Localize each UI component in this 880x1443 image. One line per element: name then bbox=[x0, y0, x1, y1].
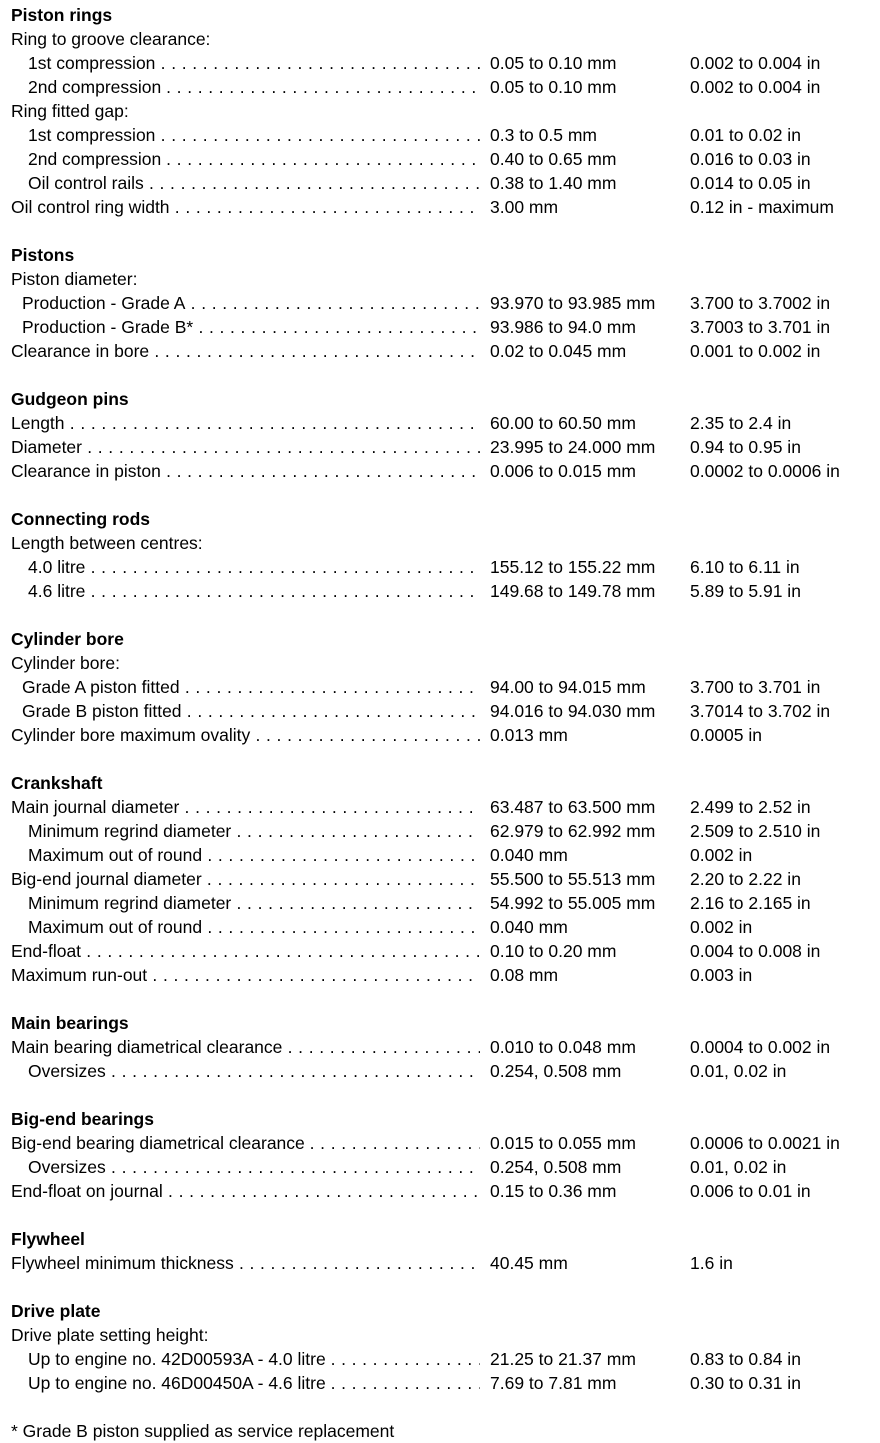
spec-metric-value: 0.38 to 1.40 mm bbox=[490, 173, 617, 193]
spec-imperial-value: 0.002 to 0.004 in bbox=[690, 77, 821, 97]
spec-label: Cylinder bore maximum ovality . . . bbox=[11, 723, 480, 747]
section-spacer bbox=[11, 747, 877, 771]
section-spacer bbox=[11, 603, 877, 627]
spec-metric-value: 0.006 to 0.015 mm bbox=[490, 461, 636, 481]
spec-label: Production - Grade A . . . bbox=[11, 291, 480, 315]
spec-metric-value: 93.986 to 94.0 mm bbox=[490, 317, 636, 337]
section-spacer bbox=[11, 483, 877, 507]
section-heading: Pistons bbox=[11, 245, 75, 265]
spec-imperial-value: 2.499 to 2.52 in bbox=[690, 797, 811, 817]
spec-row bbox=[11, 195, 877, 219]
spec-imperial-value: 2.20 to 2.22 in bbox=[690, 869, 801, 889]
spec-metric-value: 21.25 to 21.37 mm bbox=[490, 1349, 636, 1369]
spec-imperial-value: 2.35 to 2.4 in bbox=[690, 413, 792, 433]
spec-label: 4.0 litre . . . bbox=[11, 555, 480, 579]
spec-metric-value: 0.040 mm bbox=[490, 917, 568, 937]
spec-metric-value: 149.68 to 149.78 mm bbox=[490, 581, 656, 601]
spec-metric-value: 7.69 to 7.81 mm bbox=[490, 1373, 617, 1393]
spec-label: Diameter . . . bbox=[11, 435, 480, 459]
section-heading: Main bearings bbox=[11, 1013, 129, 1033]
spec-label: Up to engine no. 46D00450A - 4.6 litre . . . bbox=[11, 1371, 480, 1395]
spec-metric-value: 0.08 mm bbox=[490, 965, 559, 985]
spec-row bbox=[11, 1371, 877, 1395]
spec-row bbox=[11, 963, 877, 987]
spec-metric-value: 0.3 to 0.5 mm bbox=[490, 125, 597, 145]
spec-metric-value: 62.979 to 62.992 mm bbox=[490, 821, 656, 841]
spec-group-label: Piston diameter: bbox=[11, 269, 138, 289]
spec-label: Oil control ring width . . . bbox=[11, 195, 480, 219]
spec-metric-value: 0.254, 0.508 mm bbox=[490, 1061, 622, 1081]
spec-label: 2nd compression . . . bbox=[11, 147, 480, 171]
spec-label: Main journal diameter . . . bbox=[11, 795, 480, 819]
spec-metric-value: 0.254, 0.508 mm bbox=[490, 1157, 622, 1177]
spec-imperial-value: 0.001 to 0.002 in bbox=[690, 341, 821, 361]
spec-group-label: Ring to groove clearance: bbox=[11, 29, 211, 49]
spec-label: Maximum out of round . . . bbox=[11, 843, 480, 867]
spec-imperial-value: 0.002 in bbox=[690, 917, 753, 937]
spec-metric-value: 0.40 to 0.65 mm bbox=[490, 149, 617, 169]
spec-row bbox=[11, 555, 877, 579]
spec-imperial-value: 0.002 to 0.004 in bbox=[690, 53, 821, 73]
spec-row bbox=[11, 147, 877, 171]
spec-label: Minimum regrind diameter . . . bbox=[11, 819, 480, 843]
spec-label: Minimum regrind diameter . . . bbox=[11, 891, 480, 915]
section-heading: Piston rings bbox=[11, 5, 113, 25]
spec-group-label: Drive plate setting height: bbox=[11, 1325, 209, 1345]
section-spacer bbox=[11, 1275, 877, 1299]
section-heading: Gudgeon pins bbox=[11, 389, 129, 409]
spec-label: End-float on journal . . . bbox=[11, 1179, 480, 1203]
spec-row bbox=[11, 795, 877, 819]
section-spacer bbox=[11, 987, 877, 1011]
spec-metric-value: 54.992 to 55.005 mm bbox=[490, 893, 656, 913]
spec-label: Grade A piston fitted . . . bbox=[11, 675, 480, 699]
spec-group-label: Cylinder bore: bbox=[11, 653, 120, 673]
spec-label: Oversizes . . . bbox=[11, 1059, 480, 1083]
spec-imperial-value: 0.0002 to 0.0006 in bbox=[690, 461, 840, 481]
spec-metric-value: 55.500 to 55.513 mm bbox=[490, 869, 656, 889]
spec-label: 2nd compression . . . bbox=[11, 75, 480, 99]
spec-metric-value: 23.995 to 24.000 mm bbox=[490, 437, 656, 457]
spec-label: 4.6 litre . . . bbox=[11, 579, 480, 603]
spec-row bbox=[11, 123, 877, 147]
spec-row bbox=[11, 75, 877, 99]
section-spacer bbox=[11, 1203, 877, 1227]
spec-row bbox=[11, 1251, 877, 1275]
spec-label: Flywheel minimum thickness . . . bbox=[11, 1251, 480, 1275]
section-spacer bbox=[11, 219, 877, 243]
spec-imperial-value: 0.01, 0.02 in bbox=[690, 1061, 787, 1081]
spec-metric-value: 0.15 to 0.36 mm bbox=[490, 1181, 617, 1201]
spec-imperial-value: 0.01 to 0.02 in bbox=[690, 125, 801, 145]
spec-row bbox=[11, 339, 877, 363]
footnote: * Grade B piston supplied as service replacement bbox=[11, 1421, 395, 1441]
spec-metric-value: 94.00 to 94.015 mm bbox=[490, 677, 646, 697]
spec-imperial-value: 1.6 in bbox=[690, 1253, 733, 1273]
spec-row bbox=[11, 939, 877, 963]
spec-row bbox=[11, 459, 877, 483]
spec-row bbox=[11, 699, 877, 723]
spec-row bbox=[11, 891, 877, 915]
spec-metric-value: 0.05 to 0.10 mm bbox=[490, 53, 617, 73]
spec-metric-value: 155.12 to 155.22 mm bbox=[490, 557, 656, 577]
spec-imperial-value: 0.01, 0.02 in bbox=[690, 1157, 787, 1177]
section-heading: Big-end bearings bbox=[11, 1109, 154, 1129]
section-spacer bbox=[11, 363, 877, 387]
spec-metric-value: 0.015 to 0.055 mm bbox=[490, 1133, 636, 1153]
specifications-document bbox=[11, 3, 877, 1443]
spec-group-label: Length between centres: bbox=[11, 533, 203, 553]
spec-metric-value: 0.040 mm bbox=[490, 845, 568, 865]
spec-imperial-value: 0.0006 to 0.0021 in bbox=[690, 1133, 840, 1153]
spec-imperial-value: 5.89 to 5.91 in bbox=[690, 581, 801, 601]
spec-metric-value: 40.45 mm bbox=[490, 1253, 568, 1273]
spec-metric-value: 3.00 mm bbox=[490, 197, 559, 217]
spec-label: Oil control rails . . . bbox=[11, 171, 480, 195]
spec-imperial-value: 0.12 in - maximum bbox=[690, 197, 834, 217]
spec-label: Big-end bearing diametrical clearance . . . bbox=[11, 1131, 480, 1155]
spec-label: Up to engine no. 42D00593A - 4.0 litre . . . bbox=[11, 1347, 480, 1371]
spec-label: Clearance in bore . . . bbox=[11, 339, 480, 363]
spec-row bbox=[11, 579, 877, 603]
spec-group-label: Ring fitted gap: bbox=[11, 101, 129, 121]
spec-row bbox=[11, 291, 877, 315]
spec-row bbox=[11, 675, 877, 699]
spec-label: Grade B piston fitted . . . bbox=[11, 699, 480, 723]
section-spacer bbox=[11, 1083, 877, 1107]
spec-imperial-value: 3.7003 to 3.701 in bbox=[690, 317, 831, 337]
spec-row bbox=[11, 1131, 877, 1155]
section-spacer bbox=[11, 1395, 877, 1419]
spec-metric-value: 0.10 to 0.20 mm bbox=[490, 941, 617, 961]
spec-imperial-value: 2.16 to 2.165 in bbox=[690, 893, 811, 913]
spec-label: 1st compression . . . bbox=[11, 51, 480, 75]
spec-label: Maximum run-out . . . bbox=[11, 963, 480, 987]
section-heading: Cylinder bore bbox=[11, 629, 124, 649]
spec-label: 1st compression . . . bbox=[11, 123, 480, 147]
spec-row bbox=[11, 1347, 877, 1371]
spec-imperial-value: 0.83 to 0.84 in bbox=[690, 1349, 801, 1369]
spec-imperial-value: 0.0004 to 0.002 in bbox=[690, 1037, 831, 1057]
spec-row bbox=[11, 915, 877, 939]
spec-label: Big-end journal diameter . . . bbox=[11, 867, 480, 891]
spec-row bbox=[11, 723, 877, 747]
spec-label: Maximum out of round . . . bbox=[11, 915, 480, 939]
spec-label: Oversizes . . . bbox=[11, 1155, 480, 1179]
spec-metric-value: 60.00 to 60.50 mm bbox=[490, 413, 636, 433]
section-heading: Flywheel bbox=[11, 1229, 85, 1249]
spec-label: Production - Grade B* . . . bbox=[11, 315, 480, 339]
spec-row bbox=[11, 1035, 877, 1059]
spec-imperial-value: 0.014 to 0.05 in bbox=[690, 173, 811, 193]
spec-imperial-value: 0.003 in bbox=[690, 965, 753, 985]
spec-imperial-value: 3.700 to 3.7002 in bbox=[690, 293, 831, 313]
spec-imperial-value: 0.002 in bbox=[690, 845, 753, 865]
spec-metric-value: 0.05 to 0.10 mm bbox=[490, 77, 617, 97]
section-heading: Connecting rods bbox=[11, 509, 151, 529]
spec-imperial-value: 2.509 to 2.510 in bbox=[690, 821, 821, 841]
spec-metric-value: 0.010 to 0.048 mm bbox=[490, 1037, 636, 1057]
spec-imperial-value: 0.0005 in bbox=[690, 725, 763, 745]
section-heading: Drive plate bbox=[11, 1301, 101, 1321]
spec-row bbox=[11, 315, 877, 339]
spec-metric-value: 0.013 mm bbox=[490, 725, 568, 745]
spec-row bbox=[11, 843, 877, 867]
spec-row bbox=[11, 171, 877, 195]
spec-row bbox=[11, 51, 877, 75]
spec-imperial-value: 0.006 to 0.01 in bbox=[690, 1181, 811, 1201]
spec-label: End-float . . . bbox=[11, 939, 480, 963]
spec-row bbox=[11, 435, 877, 459]
spec-imperial-value: 0.004 to 0.008 in bbox=[690, 941, 821, 961]
spec-label: Clearance in piston . . . bbox=[11, 459, 480, 483]
spec-imperial-value: 0.94 to 0.95 in bbox=[690, 437, 801, 457]
spec-metric-value: 63.487 to 63.500 mm bbox=[490, 797, 656, 817]
spec-metric-value: 0.02 to 0.045 mm bbox=[490, 341, 627, 361]
spec-metric-value: 93.970 to 93.985 mm bbox=[490, 293, 656, 313]
spec-row bbox=[11, 1155, 877, 1179]
spec-imperial-value: 3.700 to 3.701 in bbox=[690, 677, 821, 697]
spec-imperial-value: 6.10 to 6.11 in bbox=[690, 557, 800, 577]
spec-imperial-value: 3.7014 to 3.702 in bbox=[690, 701, 831, 721]
spec-imperial-value: 0.30 to 0.31 in bbox=[690, 1373, 801, 1393]
spec-row bbox=[11, 1059, 877, 1083]
spec-imperial-value: 0.016 to 0.03 in bbox=[690, 149, 811, 169]
spec-label: Length . . . bbox=[11, 411, 480, 435]
section-heading: Crankshaft bbox=[11, 773, 103, 793]
spec-row bbox=[11, 867, 877, 891]
spec-row bbox=[11, 411, 877, 435]
spec-row bbox=[11, 1179, 877, 1203]
spec-row bbox=[11, 819, 877, 843]
spec-metric-value: 94.016 to 94.030 mm bbox=[490, 701, 656, 721]
spec-label: Main bearing diametrical clearance . . . bbox=[11, 1035, 480, 1059]
